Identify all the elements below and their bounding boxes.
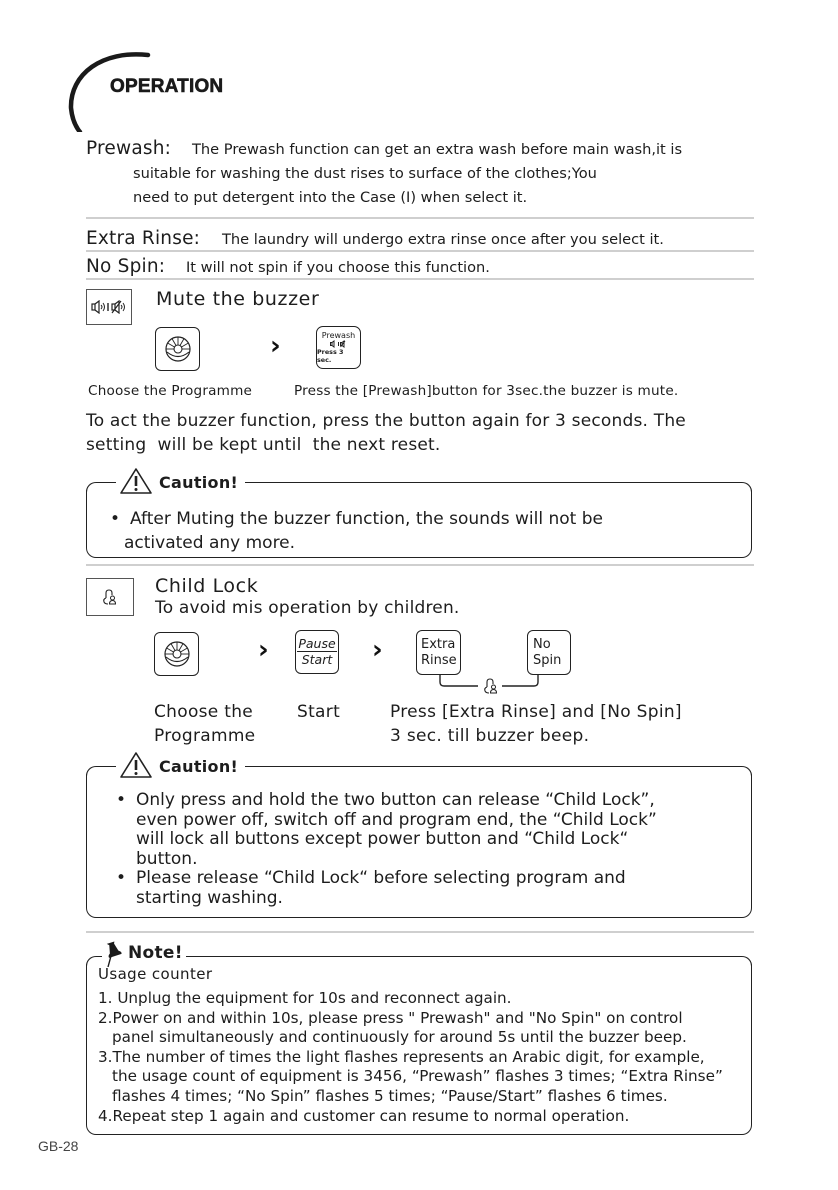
programme-dial-icon bbox=[163, 640, 191, 668]
programme-dial-button[interactable] bbox=[155, 327, 200, 371]
press-caption bbox=[390, 700, 682, 748]
divider bbox=[86, 564, 754, 566]
caption-line: Press [Extra Rinse] and [No Spin] bbox=[390, 702, 682, 722]
child-lock-subheading: To avoid mis operation by children. bbox=[155, 598, 460, 618]
caution-line: even power off, switch off and program end, the “Child Lock” bbox=[136, 809, 657, 830]
frame-corner bbox=[742, 766, 752, 776]
frame-corner bbox=[742, 482, 752, 492]
note-line: the usage count of equipment is 3456, “Prewash” flashes 3 times; “Extra Rinse” bbox=[112, 1067, 723, 1086]
note-title: Note! bbox=[128, 943, 183, 963]
frame-corner bbox=[86, 766, 96, 776]
prewash-term: Prewash: bbox=[86, 138, 172, 159]
pause-start-button[interactable] bbox=[295, 630, 339, 674]
prewash-desc-line-2: suitable for washing the dust rises to surface of the clothes;You bbox=[133, 165, 597, 182]
child-lock-connector bbox=[430, 674, 550, 702]
note-subtitle: Usage counter bbox=[98, 965, 213, 983]
caption-line: Programme bbox=[154, 726, 256, 746]
divider bbox=[86, 278, 754, 280]
caution-line: • Please release “Child Lock“ before selecting program and bbox=[136, 868, 626, 888]
frame-corner bbox=[86, 956, 96, 966]
mute-body-line-2: setting will be kept until the next reset. bbox=[86, 435, 441, 455]
extra-label: Extra bbox=[421, 636, 456, 652]
pushpin-icon bbox=[103, 940, 125, 968]
caution-line: starting washing. bbox=[136, 887, 283, 908]
prewash-button-hint: Press 3 sec. bbox=[317, 348, 344, 364]
mute-step2-caption: Press the [Prewash]button for 3sec.the buzzer is mute. bbox=[294, 383, 679, 399]
mute-caution-list bbox=[106, 507, 746, 555]
caution-item bbox=[106, 507, 746, 555]
start-caption: Start bbox=[297, 702, 341, 722]
rinse-label: Rinse bbox=[421, 652, 457, 668]
child-lock-caution-title: Caution! bbox=[159, 757, 239, 776]
child-lock-icon-box bbox=[86, 578, 134, 616]
chevron-right-icon: › bbox=[258, 635, 269, 665]
prewash-button[interactable] bbox=[316, 326, 361, 369]
frame-top-left bbox=[96, 482, 116, 483]
caption-line: 3 sec. till buzzer beep. bbox=[390, 726, 590, 746]
child-lock-icon bbox=[102, 588, 118, 606]
divider bbox=[86, 250, 754, 252]
warning-triangle-icon bbox=[119, 467, 153, 495]
no-label: No bbox=[533, 636, 551, 652]
prewash-button-label: Prewash bbox=[321, 331, 356, 340]
spin-label: Spin bbox=[533, 652, 562, 668]
caution-item bbox=[112, 869, 742, 908]
frame-top-right bbox=[245, 766, 742, 767]
mute-body-line-1: To act the buzzer function, press the button again for 3 seconds. The bbox=[86, 411, 686, 431]
note-line: 1. Unplug the equipment for 10s and reconnect again. bbox=[98, 989, 512, 1007]
programme-dial-icon bbox=[164, 335, 192, 363]
caption-line: Choose the bbox=[154, 702, 254, 722]
mute-caution-title: Caution! bbox=[159, 473, 239, 492]
extra-rinse-row bbox=[86, 228, 200, 249]
note-line: 2.Power on and within 10s, please press " Prewash" and "No Spin" on control bbox=[98, 1008, 683, 1027]
page-number: GB-28 bbox=[38, 1138, 79, 1154]
prewash-desc-line-1: The Prewash function can get an extra wash before main wash,it is bbox=[192, 141, 683, 158]
prewash-desc-line-3: need to put detergent into the Case (I) when select it. bbox=[133, 189, 528, 206]
note-line: flashes 4 times; “No Spin” flashes 5 times; “Pause/Start” flashes 6 times. bbox=[112, 1086, 668, 1105]
prewash-row bbox=[86, 138, 171, 159]
speaker-toggle-icon bbox=[330, 340, 348, 348]
pause-label: Pause bbox=[298, 636, 336, 651]
caution-line: • Only press and hold the two button can release “Child Lock”, bbox=[136, 790, 655, 810]
programme-dial-button[interactable] bbox=[154, 632, 199, 676]
child-lock-icon bbox=[485, 679, 497, 693]
speaker-mute-icon bbox=[91, 300, 127, 314]
page-title: OPERATION bbox=[110, 76, 224, 97]
note-item bbox=[98, 1048, 748, 1107]
choose-programme-caption bbox=[154, 700, 255, 748]
frame-top-left bbox=[96, 956, 102, 957]
caution-line: button. bbox=[136, 848, 198, 869]
chevron-right-icon: › bbox=[270, 331, 281, 361]
extra-rinse-button[interactable] bbox=[416, 630, 461, 675]
note-line: 3.The number of times the light flashes represents an Arabic digit, for example, bbox=[98, 1047, 705, 1066]
caution-line: activated any more. bbox=[124, 533, 296, 553]
frame-corner bbox=[86, 482, 96, 492]
no-spin-button[interactable] bbox=[527, 630, 571, 675]
frame-top-right bbox=[186, 956, 742, 957]
child-lock-caution-list bbox=[112, 791, 742, 908]
no-spin-term: No Spin: bbox=[86, 256, 166, 277]
note-item bbox=[98, 1009, 748, 1048]
note-line: 4.Repeat step 1 again and customer can resume to normal operation. bbox=[98, 1106, 630, 1125]
caution-line: • After Muting the buzzer function, the sounds will not be bbox=[130, 509, 603, 529]
note-list bbox=[98, 989, 748, 1126]
note-item bbox=[98, 989, 748, 1009]
caution-line: will lock all buttons except power button and “Child Lock“ bbox=[136, 829, 629, 849]
caution-item bbox=[112, 791, 742, 869]
mute-heading: Mute the buzzer bbox=[156, 288, 320, 310]
child-lock-heading: Child Lock bbox=[155, 575, 259, 597]
mute-step1-caption: Choose the Programme bbox=[88, 383, 253, 399]
divider bbox=[86, 931, 754, 933]
mute-icon-box bbox=[86, 289, 132, 325]
frame-corner bbox=[742, 956, 752, 966]
extra-rinse-desc: The laundry will undergo extra rinse once after you select it. bbox=[222, 231, 664, 248]
no-spin-desc: It will not spin if you choose this function. bbox=[186, 259, 490, 276]
warning-triangle-icon bbox=[119, 751, 153, 779]
frame-top-left bbox=[96, 766, 116, 767]
start-label: Start bbox=[301, 652, 333, 667]
frame-top-right bbox=[245, 482, 742, 483]
divider bbox=[86, 217, 754, 219]
chevron-right-icon: › bbox=[372, 635, 383, 665]
no-spin-row bbox=[86, 256, 165, 277]
note-item bbox=[98, 1107, 748, 1127]
note-line: panel simultaneously and continuously for around 5s until the buzzer beep. bbox=[112, 1028, 687, 1047]
extra-rinse-term: Extra Rinse: bbox=[86, 228, 201, 249]
